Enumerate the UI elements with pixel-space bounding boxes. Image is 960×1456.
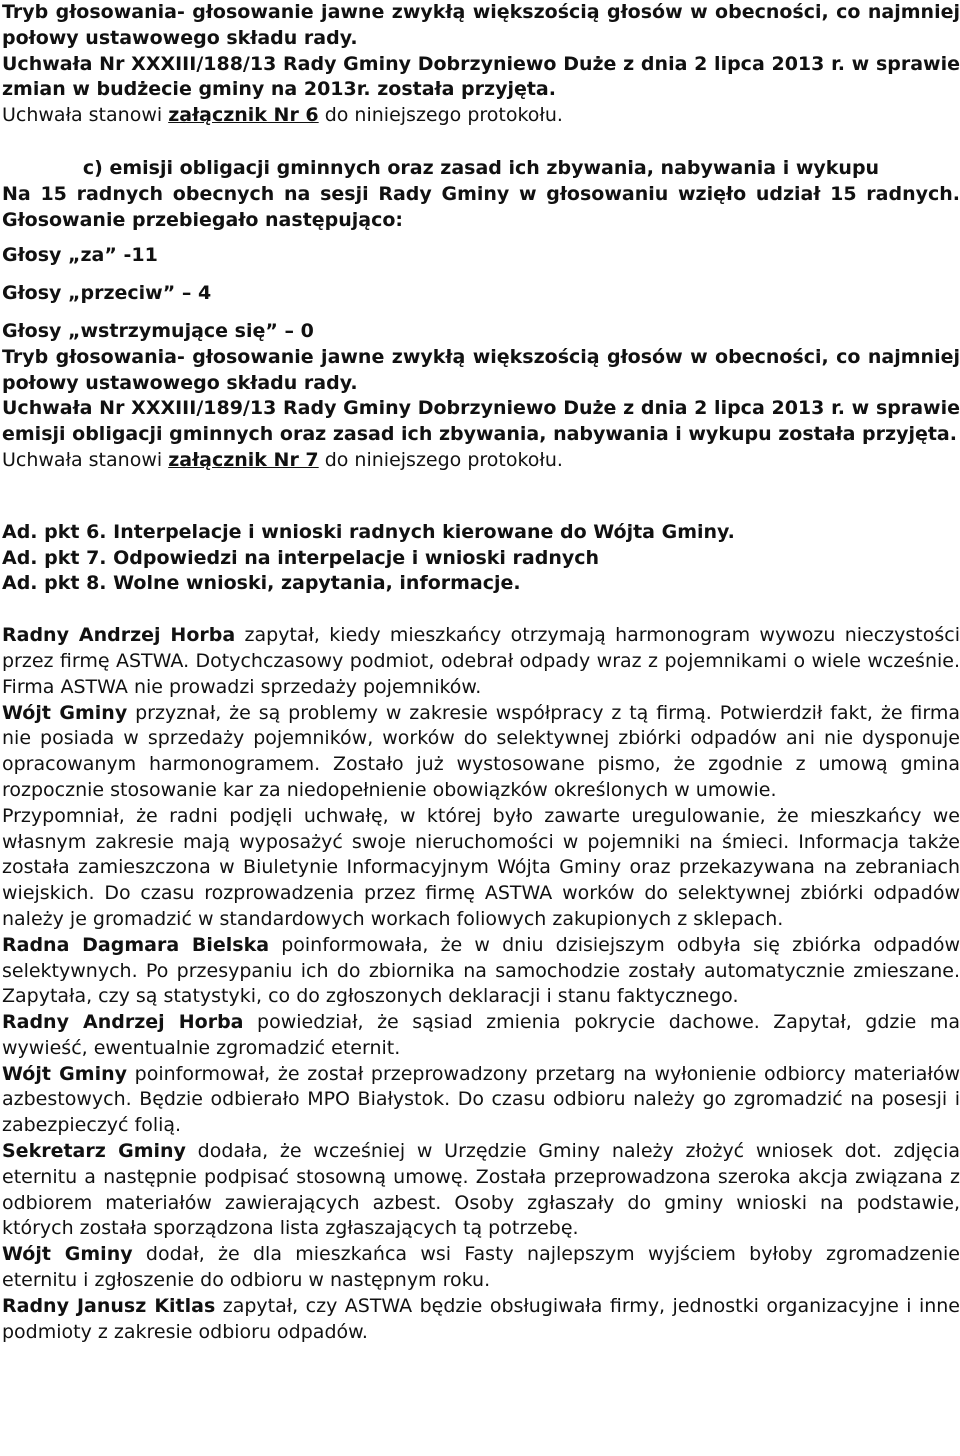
voting-mode-text: Tryb głosowania- głosowanie jawne zwykłą większością głosów w obecności, co najmniej połowy ustawowego składu rady.	[2, 345, 960, 394]
discussion	[2, 623, 960, 1345]
discussion-paragraph: Wójt Gminy przyznał, że są problemy w zakresie współpracy z tą firmą. Potwierdził fakt, że firma nie posiada w sprzedaży pojemników, worków do selektywnej zbiórki odpadów ani nie dysponuje opracowanym harmonogramem. Zostało już wystosowane pismo, że zgodnie z umową gmina rozpocznie stosowanie kar za niedopełnienie obowiązków określonych w umowie.	[2, 701, 960, 801]
resolution-text: Uchwała Nr XXXIII/188/13 Rady Gminy Dobrzyniewo Duże z dnia 2 lipca 2013 r. w sprawie zmian w budżecie gminy na 2013r. została przyjęta.	[2, 52, 960, 101]
discussion-paragraph: Przypomniał, że radni podjęli uchwałę, w której było zawarte uregulowanie, że mieszkańcy we własnym zakresie mają wyposażyć swoje nieruchomości w pojemniki na śmieci. Informacja także została zamieszczona w Biuletynie Informacyjnym Wójta Gminy oraz przekazywana na zebraniach wiejskich. Do czasu rozprowadzenia przez firmę ASTWA worków do selektywnej zbiórki odpadów należy je gromadzić w standardowych workach foliowych zakupionych z sklepach.	[2, 804, 960, 930]
speaker-name: Radny Andrzej Horba	[2, 1011, 244, 1034]
attachment-line: Uchwała stanowi załącznik Nr 7 do niniejszego protokołu.	[2, 448, 563, 471]
voting-block-1	[2, 0, 960, 129]
agenda-point: Ad. pkt 7. Odpowiedzi na interpelacje i wnioski radnych	[2, 546, 600, 569]
voting-mode-text: Tryb głosowania- głosowanie jawne zwykłą większością głosów w obecności, co najmniej połowy ustawowego składu rady.	[2, 1, 960, 49]
speaker-name: Radny Andrzej Horba	[2, 624, 236, 647]
speaker-name: Wójt Gminy	[2, 1243, 133, 1266]
discussion-paragraph: Wójt Gminy poinformował, że został przeprowadzony przetarg na wyłonienie odbiorcy materiałów azbestowych. Będzie odbierało MPO Białystok. Do czasu odbioru należy go zgromadzić na posesji i zabezpieczyć folią.	[2, 1062, 960, 1137]
speaker-name: Radny Janusz Kitlas	[2, 1294, 216, 1317]
attachment-ref: załącznik Nr 6	[168, 104, 319, 127]
discussion-paragraph: Radny Andrzej Horba zapytał, kiedy mieszkańcy otrzymają harmonogram wywozu nieczystości przez firmę ASTWA. Dotychczasowy podmiot, odebrał odpady wraz z pojemnikami o wiele wcześnie. Firma ASTWA nie prowadzi sprzedaży pojemników.	[2, 624, 960, 698]
votes-abstain: Głosy „wstrzymujące się” – 0	[2, 319, 314, 342]
speaker-name: Wójt Gminy	[2, 1062, 127, 1085]
attachment-ref: załącznik Nr 7	[168, 448, 319, 471]
section-heading: c) emisji obligacji gminnych oraz zasad ich zbywania, nabywania i wykupu	[82, 156, 880, 179]
agenda-points	[2, 520, 960, 597]
attachment-line: Uchwała stanowi załącznik Nr 6 do niniejszego protokołu.	[2, 104, 563, 127]
discussion-paragraph: Radny Andrzej Horba powiedział, że sąsiad zmienia pokrycie dachowe. Zapytał, gdzie ma wywieść, ewentualnie zgromadzić eternit.	[2, 1011, 960, 1059]
speaker-name: Sekretarz Gminy	[2, 1140, 186, 1163]
votes-for: Głosy „za” -11	[2, 244, 158, 267]
discussion-paragraph: Radna Dagmara Bielska poinformowała, że w dniu dzisiejszym odbyła się zbiórka odpadów selektywnych. Po przesypaniu ich do zbiornika na samochodzie zostały automatycznie zmieszane. Zapytała, czy są statystyki, co do zgłoszonych deklaracji i stanu faktycznego.	[2, 933, 960, 1008]
discussion-paragraph: Sekretarz Gminy dodała, że wcześniej w Urzędzie Gminy należy złożyć wniosek dot. zdjęcia eternitu a następnie podpisać stosowną umowę. Została przeprowadzona szeroka akcja związana z odbiorem materiałów zawierających azbest. Osoby zgłaszały do gminy wnioski na podstawie, których została sporządzona lista zgłaszających tą potrzebę.	[2, 1140, 960, 1240]
agenda-point: Ad. pkt 6. Interpelacje i wnioski radnych kierowane do Wójta Gminy.	[2, 520, 735, 543]
voting-block-2	[2, 156, 960, 474]
resolution-text: Uchwała Nr XXXIII/189/13 Rady Gminy Dobrzyniewo Duże z dnia 2 lipca 2013 r. w sprawie emisji obligacji gminnych oraz zasad ich zbywania, nabywania i wykupu została przyjęta.	[2, 397, 960, 446]
speaker-name: Radna Dagmara Bielska	[2, 933, 270, 956]
speaker-name: Wójt Gminy	[2, 701, 128, 724]
discussion-paragraph: Radny Janusz Kitlas zapytał, czy ASTWA będzie obsługiwała firmy, jednostki organizacyjne i inne podmioty z zakresie odbioru odpadów.	[2, 1294, 960, 1343]
agenda-point: Ad. pkt 8. Wolne wnioski, zapytania, informacje.	[2, 572, 521, 595]
discussion-paragraph: Wójt Gminy dodał, że dla mieszkańca wsi Fasty najlepszym wyjściem byłoby zgromadzenie eternitu i zgłoszenie do odbioru w następnym roku.	[2, 1243, 960, 1292]
votes-against: Głosy „przeciw” – 4	[2, 282, 212, 305]
attendance-text: Na 15 radnych obecnych na sesji Rady Gminy w głosowaniu wzięło udział 15 radnych. Głosowanie przebiegało następująco:	[2, 182, 960, 231]
